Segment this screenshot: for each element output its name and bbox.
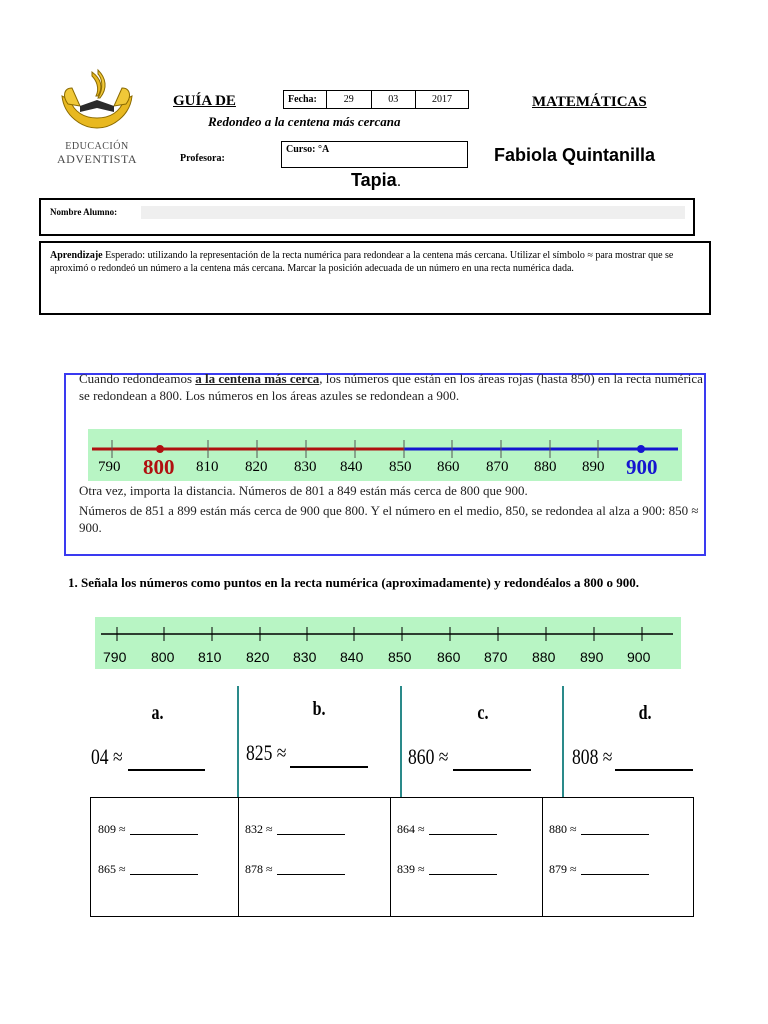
grid-1-row2-text: 865 ≈: [98, 862, 126, 876]
exercise-d-letter: d.: [638, 702, 652, 724]
nl2-label-800: 800: [151, 649, 175, 665]
dot-800: [156, 445, 164, 453]
date-month: 03: [371, 91, 416, 109]
nl1-label-810: 810: [196, 459, 219, 475]
grid-1-row1-answer[interactable]: [130, 834, 198, 835]
explanation-paragraph-1: [79, 370, 709, 404]
explanation-p1-end: , los números que están en los áreas rojas (hasta 850) en la recta numérica se redondean a 800. Los números en los áreas azules se redondean a 900.: [79, 371, 703, 403]
student-name-label: Nombre Alumno:: [50, 207, 118, 217]
teacher-name-line1: Fabiola Quintanilla: [494, 145, 656, 165]
nl1-label-880: 880: [534, 459, 557, 475]
grid-4-row1: [549, 822, 649, 837]
date-day: 29: [327, 91, 372, 109]
nl1-label-790: 790: [98, 459, 121, 475]
grid-3-row2: [397, 862, 497, 877]
grid-3-row2-answer[interactable]: [429, 874, 497, 875]
grid-2-row2-text: 878 ≈: [245, 862, 273, 876]
exercise-c-expr: 860 ≈: [408, 744, 449, 769]
grid-1-row2: [98, 862, 198, 877]
nl2-label-840: 840: [340, 649, 364, 665]
nl2-label-890: 890: [580, 649, 604, 665]
nl2-label-870: 870: [484, 649, 508, 665]
grid-3-row1: [397, 822, 497, 837]
logo-text-line2: ADVENTISTA: [56, 152, 138, 166]
exercise-divider-3: [562, 686, 564, 798]
explanation-p1-bold: a la centena más cerca: [195, 371, 320, 386]
nl1-label-900: 900: [626, 455, 658, 479]
teacher-name-line2: [351, 170, 401, 191]
date-table: [283, 90, 469, 109]
explanation-p1-start: Cuando redondeamos: [79, 371, 196, 386]
nl2-label-810: 810: [198, 649, 222, 665]
nl1-label-800: 800: [143, 455, 175, 479]
exercise-grid: [90, 797, 694, 917]
teacher-name-surname: Tapia: [351, 170, 397, 190]
exercise-b-expr: 825 ≈: [246, 740, 287, 765]
number-line-2[interactable]: [95, 617, 681, 669]
student-name-field[interactable]: [141, 206, 685, 219]
learning-objective-bold: Aprendizaje: [50, 250, 103, 261]
exercise-divider-2: [400, 686, 402, 798]
nl1-label-830: 830: [294, 459, 317, 475]
nl1-label-840: 840: [340, 459, 363, 475]
guide-title: GUÍA DE: [173, 93, 236, 109]
learning-objective-text: [50, 249, 700, 275]
grid-2-row2: [245, 862, 345, 877]
grid-3-row1-answer[interactable]: [429, 834, 497, 835]
nl2-label-900: 900: [627, 649, 651, 665]
date-year: 2017: [416, 91, 469, 109]
exercise-b-letter: b.: [312, 698, 326, 720]
nl2-label-790: 790: [103, 649, 127, 665]
explanation-paragraph-3: Números de 851 a 899 están más cerca de 900 que 800. Y el número en el medio, 850, se redondea al alza a 900: 850 ≈ 900.: [79, 503, 699, 535]
learning-objective-body: Esperado: utilizando la representación de la recta numérica para redondear a la centena más cercana. Utilizar el símbolo ≈ para mostrar que se aproximó o redondeó un número a la centena más cercana. Marcar la posición adecuada de un número en una recta numérica dada.: [50, 250, 674, 274]
school-logo: [52, 66, 142, 166]
nl1-label-820: 820: [245, 459, 268, 475]
exercise-a-letter: a.: [151, 702, 164, 724]
grid-1-row1: [98, 822, 198, 837]
exercise-a-expr: 04 ≈: [91, 744, 123, 769]
explanation-paragraph-2: Otra vez, importa la distancia. Números de 801 a 849 están más cerca de 800 que 900.: [79, 483, 528, 498]
nl1-label-890: 890: [582, 459, 605, 475]
grid-4-row2-text: 879 ≈: [549, 862, 577, 876]
guide-subtitle: Redondeo a la centena más cercana: [208, 114, 401, 129]
exercise-a-answer[interactable]: [128, 769, 205, 771]
grid-1-row2-answer[interactable]: [130, 874, 198, 875]
nl1-label-870: 870: [486, 459, 509, 475]
grid-2-row1-answer[interactable]: [277, 834, 345, 835]
nl2-label-850: 850: [388, 649, 412, 665]
nl2-label-830: 830: [293, 649, 317, 665]
grid-3-row1-text: 864 ≈: [397, 822, 425, 836]
grid-4-row2: [549, 862, 649, 877]
exercise-d-answer[interactable]: [615, 769, 693, 771]
grid-4-row1-answer[interactable]: [581, 834, 649, 835]
exercise-c-answer[interactable]: [453, 769, 531, 771]
grid-2-row1: [245, 822, 345, 837]
grid-1-row1-text: 809 ≈: [98, 822, 126, 836]
nl1-label-850: 850: [389, 459, 412, 475]
nl2-label-820: 820: [246, 649, 270, 665]
question-1-text: [68, 573, 708, 593]
exercise-divider-1: [237, 686, 239, 798]
course-box: [281, 141, 468, 168]
exercise-c-letter: c.: [477, 702, 489, 724]
grid-3-row2-text: 839 ≈: [397, 862, 425, 876]
course-label: Curso: °A: [286, 144, 330, 155]
dot-900: [637, 445, 645, 453]
grid-4-row2-answer[interactable]: [581, 874, 649, 875]
teacher-name-dot: .: [396, 173, 402, 190]
logo-text-line1: EDUCACIÓN: [65, 141, 129, 152]
nl2-label-860: 860: [437, 649, 461, 665]
grid-2-row2-answer[interactable]: [277, 874, 345, 875]
nl1-label-860: 860: [437, 459, 460, 475]
student-name-box: [39, 198, 695, 236]
subject-title: MATEMÁTICAS: [532, 94, 647, 110]
exercise-d-expr: 808 ≈: [572, 744, 613, 769]
grid-2-row1-text: 832 ≈: [245, 822, 273, 836]
hands-bible-icon: [52, 66, 142, 136]
grid-4-row1-text: 880 ≈: [549, 822, 577, 836]
date-label: Fecha:: [284, 91, 327, 109]
learning-objective-box: [39, 241, 711, 315]
question-1-body: 1. Señala los números como puntos en la recta numérica (aproximadamente) y redondéalos a 800 o 900.: [68, 575, 640, 590]
teacher-label: Profesora:: [180, 153, 225, 164]
exercise-b-answer[interactable]: [290, 766, 368, 768]
nl2-label-880: 880: [532, 649, 556, 665]
